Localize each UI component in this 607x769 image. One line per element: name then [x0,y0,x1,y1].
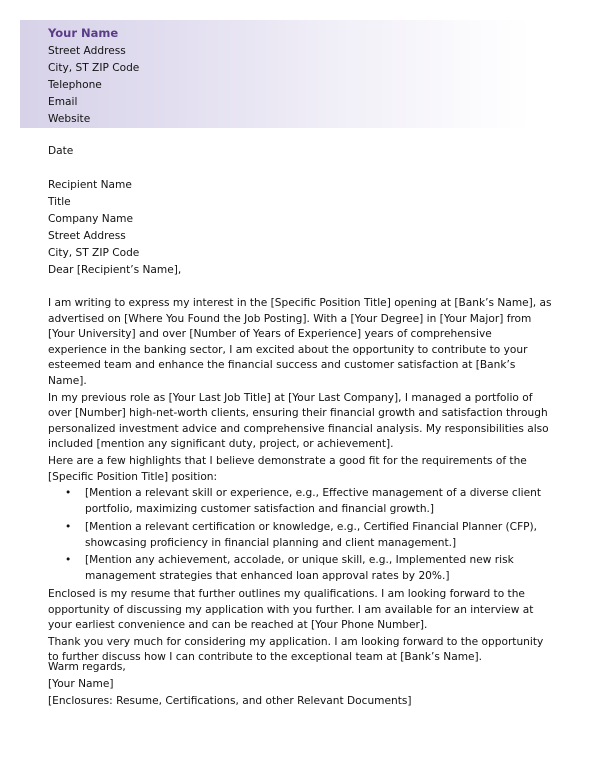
bullet-icon: • [65,520,72,533]
sender-block [48,25,139,128]
bullet-icon: • [65,487,72,500]
list-item [48,520,553,552]
recipient-city: City, ST ZIP Code [48,247,140,259]
sender-website: Website [48,113,91,125]
sender-email: Email [48,96,78,108]
closing-block [48,659,553,710]
sender-name: Your Name [48,26,119,40]
list-item [48,553,553,585]
highlights-list [48,486,553,585]
date-block [48,143,553,160]
letter-body [48,296,553,667]
body-paragraph-3: Here are a few highlights that I believe demonstrate a good fit for the requirements of the [Specific Position Title] position: [48,454,527,483]
letter-date: Date [48,145,74,157]
recipient-company: Company Name [48,213,134,225]
recipient-street: Street Address [48,230,126,242]
signature-name: [Your Name] [48,678,114,690]
sender-street: Street Address [48,45,126,57]
body-paragraph-1: I am writing to express my interest in the [Specific Position Title] opening at [Bank’s Name], as advertised on [Where You Found the Job Posting]. With a [Your Degree] in [Your Major] from [Your University] and over [Number of Years of Experience] years of comprehensive experience in the banking sector, I am excited about the opportunity to contribute to your esteemed team and enhance the financial success and customer satisfaction at [Bank’s Name]. [48,297,552,387]
list-item [48,486,553,518]
recipient-name: Recipient Name [48,179,132,191]
bullet-icon: • [65,554,72,567]
body-paragraph-4: Enclosed is my resume that further outlines my qualifications. I am looking forward to the opportunity of discussing my application with you further. I am available for an interview at your earliest convenience and can be reached at [Your Phone Number]. [48,587,534,632]
body-paragraph-5: Thank you very much for considering my application. I am looking forward to the opportunity to further discuss how I can contribute to the exceptional team at [Bank’s Name]. [48,635,544,664]
highlight-text: [Mention a relevant certification or knowledge, e.g., Certified Financial Planner (CFP), showcasing proficiency in financial planning and client management.] [85,520,538,549]
recipient-title: Title [48,196,71,208]
recipient-block [48,177,553,279]
body-paragraph-2: In my previous role as [Your Last Job Title] at [Your Last Company], I managed a portfolio of over [Number] high-net-worth clients, ensuring their financial growth and satisfaction through personalized investment advice and comprehensive financial analysis. My responsibilities also included [mention any significant duty, project, or achievement]. [48,391,549,451]
sender-city: City, ST ZIP Code [48,62,140,74]
highlight-text: [Mention any achievement, accolade, or unique skill, e.g., Implemented new risk management strategies that enhanced loan approval rates by 20%.] [85,554,514,583]
sign-off: Warm regards, [48,661,126,673]
enclosures-note: [Enclosures: Resume, Certifications, and other Relevant Documents] [48,695,412,707]
sender-telephone: Telephone [48,79,102,91]
salutation: Dear [Recipient’s Name], [48,264,182,276]
highlight-text: [Mention a relevant skill or experience, e.g., Effective management of a diverse client portfolio, maximizing customer satisfaction and financial growth.] [85,487,542,515]
